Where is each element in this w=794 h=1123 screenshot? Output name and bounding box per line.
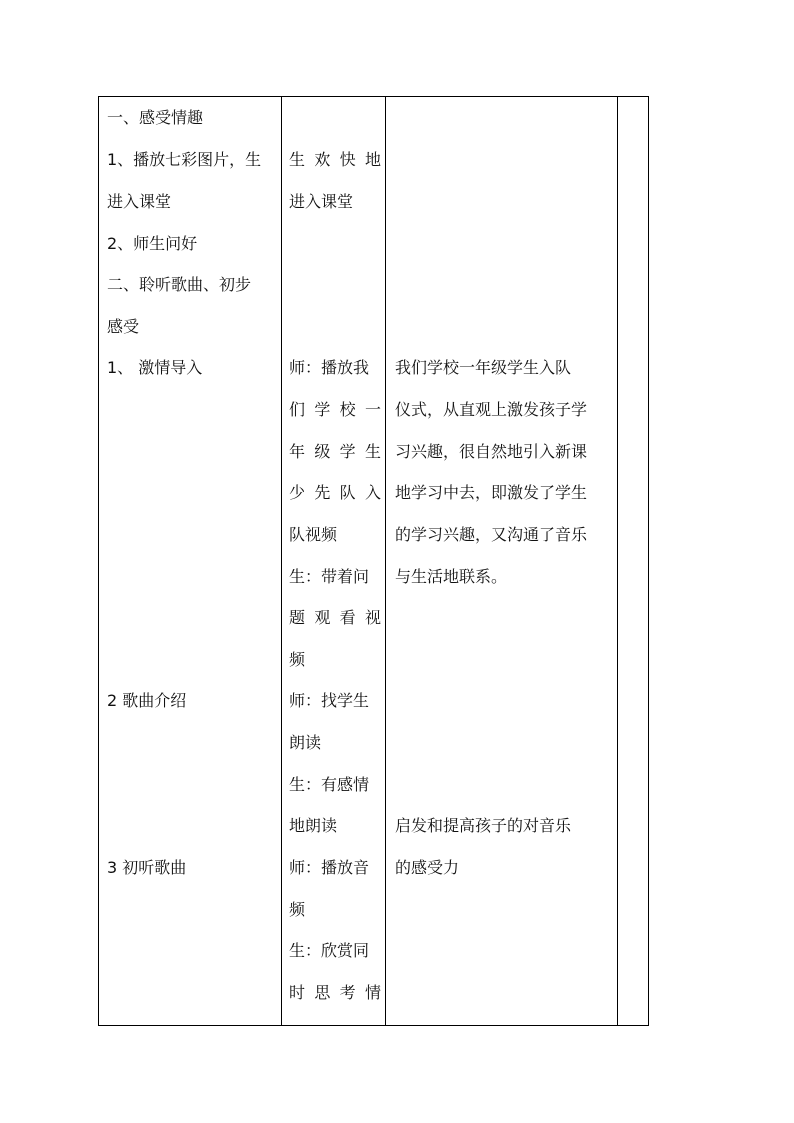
- activity-text-line: 师：播放我: [289, 358, 370, 377]
- activity-text-line: 进入课堂: [289, 192, 354, 211]
- intent-text-line: 仪式，从直观上激发孩子学: [395, 400, 588, 419]
- activity-text-line: 年 级 学 生: [289, 442, 381, 461]
- process-text-line: 2 歌曲介绍: [107, 691, 187, 710]
- activity-text-line: 师：播放音: [289, 858, 370, 877]
- activity-text-line: 频: [289, 900, 306, 919]
- process-text-line: 3 初听歌曲: [107, 858, 187, 877]
- process-text-line: 1、 激情导入: [107, 358, 203, 377]
- activity-text-line: 频: [289, 650, 306, 669]
- lesson-plan-table: [98, 96, 649, 1026]
- activity-text-line: 师：找学生: [289, 691, 370, 710]
- activity-text-line: 生：欣赏同: [289, 941, 370, 960]
- activity-text-line: 队视频: [289, 525, 338, 544]
- process-text-line: 2、师生问好: [107, 234, 198, 253]
- process-text-line: 1、播放七彩图片，生: [107, 150, 262, 169]
- intent-text-line: 的感受力: [395, 858, 460, 877]
- column-divider-1: [281, 97, 282, 1025]
- activity-text-line: 题 观 看 视: [289, 608, 381, 627]
- activity-text-line: 生：有感情: [289, 775, 370, 794]
- process-text-line: 进入课堂: [107, 192, 172, 211]
- intent-text-line: 习兴趣，很自然地引入新课: [395, 442, 588, 461]
- intent-text-line: 与生活地联系。: [395, 567, 508, 586]
- activity-text-line: 时 思 考 情: [289, 983, 381, 1002]
- activity-text-line: 们 学 校 一: [289, 400, 381, 419]
- column-divider-3: [617, 97, 618, 1025]
- activity-text-line: 少 先 队 入: [289, 483, 381, 502]
- activity-text-line: 地朗读: [289, 816, 338, 835]
- intent-text-line: 启发和提高孩子的对音乐: [395, 816, 572, 835]
- process-text-line: 感受: [107, 317, 140, 336]
- process-text-line: 二、聆听歌曲、初步: [107, 275, 252, 294]
- activity-text-line: 生 欢 快 地: [289, 150, 381, 169]
- intent-text-line: 地学习中去，即激发了学生: [395, 483, 588, 502]
- process-text-line: 一、感受情趣: [107, 108, 204, 127]
- intent-text-line: 我们学校一年级学生入队: [395, 358, 572, 377]
- activity-text-line: 朗读: [289, 733, 322, 752]
- activity-text-line: 生：带着问: [289, 567, 370, 586]
- column-divider-2: [385, 97, 386, 1025]
- intent-text-line: 的学习兴趣，又沟通了音乐: [395, 525, 588, 544]
